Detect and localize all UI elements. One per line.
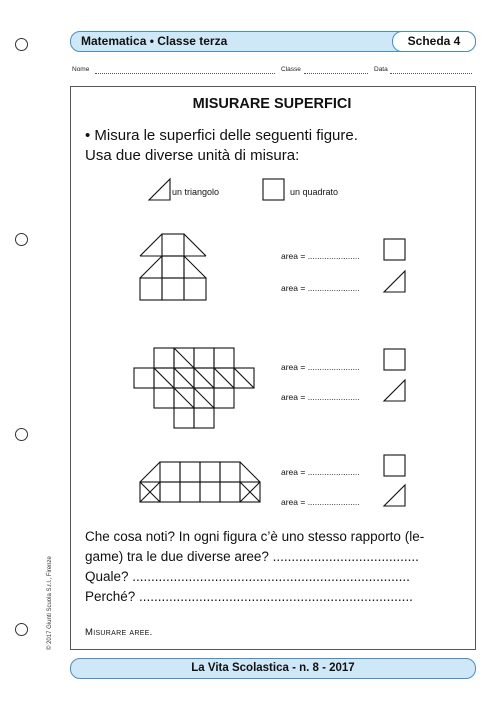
area-field-fig1-square[interactable]: area = ...................... [281, 251, 360, 261]
date-label: Data [374, 66, 388, 73]
sheet-number: Scheda 4 [392, 31, 476, 52]
name-field[interactable] [95, 73, 275, 74]
square-icon [383, 348, 407, 372]
question-line-3[interactable]: Quale? .......................................................................... [85, 569, 410, 584]
header-bar [70, 31, 476, 52]
area-field-fig2-square[interactable]: area = ...................... [281, 362, 360, 372]
question-line-1: Che cosa noti? In ogni figura c’è uno stesso rapporto (le- [85, 529, 425, 544]
question-line-2[interactable]: game) tra le due diverse aree? ....................................... [85, 549, 419, 564]
class-label: Classe [281, 66, 301, 73]
binder-hole-1 [15, 38, 28, 51]
square-unit-icon [262, 178, 286, 202]
square-unit-label: un quadrato [290, 187, 339, 197]
triangle-icon [383, 270, 407, 294]
subject-label: Matematica • Classe terza [81, 34, 228, 48]
question-line-4[interactable]: Perché? ......................................................................... [85, 589, 413, 604]
name-label: Nome [72, 66, 90, 73]
figure-2-cross [134, 346, 264, 436]
triangle-unit-icon [148, 178, 172, 202]
figure-3-trapezoid [140, 462, 270, 512]
binder-hole-4 [15, 623, 28, 636]
figure-1-house [134, 234, 224, 304]
triangle-unit-label: un triangolo [172, 187, 220, 197]
copyright-notice: © 2017 Giunti Scuola S.r.l., Firenze [47, 556, 53, 650]
instruction-line-2: Usa due diverse unità di misura: [85, 147, 300, 164]
square-icon [383, 238, 407, 262]
triangle-icon [383, 379, 407, 403]
class-field[interactable] [304, 73, 368, 74]
area-field-fig3-square[interactable]: area = ...................... [281, 467, 360, 477]
area-field-fig1-triangle[interactable]: area = ...................... [281, 283, 360, 293]
square-icon [383, 454, 407, 478]
footer-bar: La Vita Scolastica - n. 8 - 2017 [70, 658, 476, 679]
footnote: Misurare aree. [85, 627, 153, 638]
triangle-icon [383, 484, 407, 508]
binder-hole-2 [15, 233, 28, 246]
content-frame [70, 86, 476, 650]
binder-hole-3 [15, 428, 28, 441]
instruction-line-1: • Misura le superfici delle seguenti figure. [85, 127, 358, 144]
date-field[interactable] [390, 73, 472, 74]
area-field-fig3-triangle[interactable]: area = ...................... [281, 497, 360, 507]
page-title: MISURARE SUPERFICI [192, 96, 352, 112]
area-field-fig2-triangle[interactable]: area = ...................... [281, 392, 360, 402]
